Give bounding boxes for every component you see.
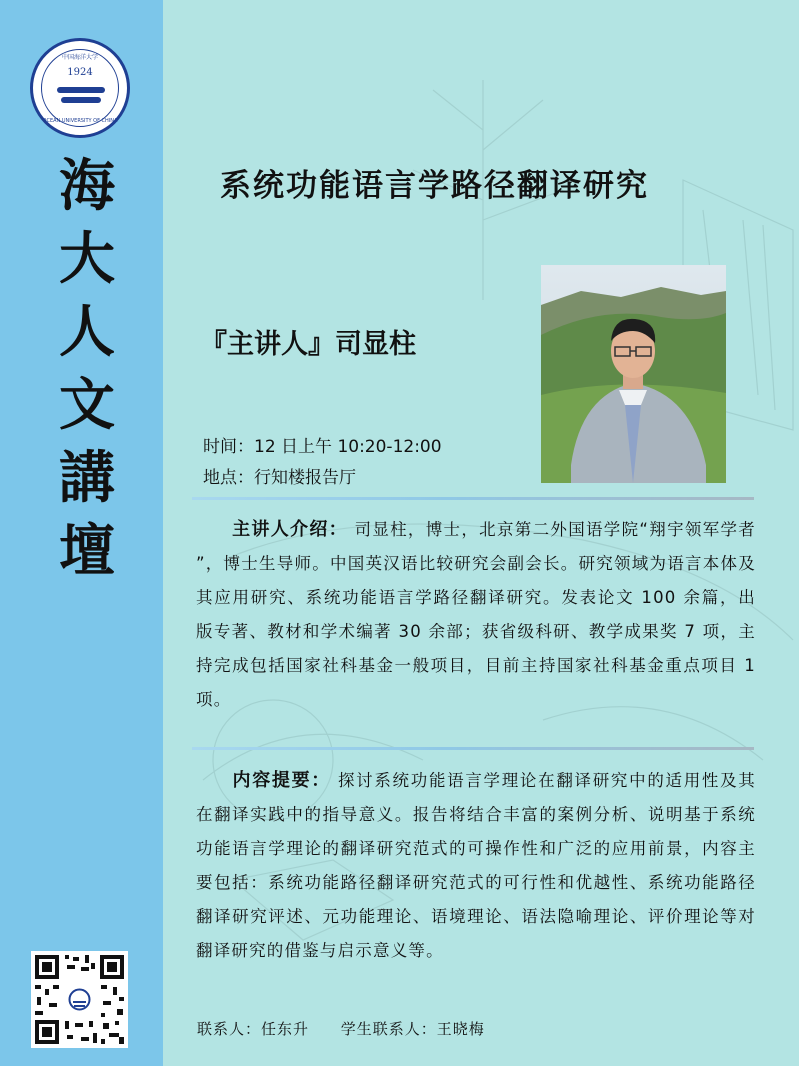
lecture-title: 系统功能语言学路径翻译研究 [220,168,649,204]
logo-arc-bottom: OCEAN UNIVERSITY OF CHINA [42,118,118,124]
university-logo [30,38,130,138]
logo-wave [61,97,101,103]
logo-arc-top: 中国海洋大学 [61,54,98,61]
divider [192,747,754,750]
vertical-title-char: 大 [59,226,115,292]
vertical-title [52,150,122,588]
vertical-title-char: 文 [59,372,115,438]
student-contact-person: 学生联系人：王晓梅 [340,1020,485,1038]
speaker-photo [541,265,726,483]
speaker-name: 司显柱 [335,329,416,360]
speaker-label: 『主讲人』 [200,329,335,360]
contact-row [197,1018,511,1039]
place-value: 行知楼报告厅 [254,468,356,488]
time-label: 时间： [203,437,254,457]
sidebar [0,0,163,1066]
abstract-label: 内容提要： [232,770,331,791]
bio-text: 司显柱，博士，北京第二外国语学院“翔宇领军学者 ”，博士生导师。中国英汉语比较研究会副会长。研究领域为语言本体及其应用研究、系统功能语言学路径翻译研究。发表论文 100 余篇，出版专著、教材和学术编著 30 余部；获省级科研、教学成果奖 7 项，主持完成包括国家社科基金一般项目，目前主持国家社科基金重点项目 1 项。 [196,520,757,709]
time-row [203,432,442,457]
qr-code-image [31,951,128,1048]
lecture-abstract [196,764,756,968]
place-label: 地点： [203,468,254,488]
contact-person: 联系人：任东升 [197,1020,310,1038]
speaker-heading [200,322,416,361]
speaker-bio [196,513,756,717]
abstract-text: 探讨系统功能语言学理论在翻译研究中的适用性及其在翻译实践中的指导意义。报告将结合丰富的案例分析、说明基于系统功能语言学理论的翻译研究范式的可操作性和广泛的应用前景，内容主要包括：系统功能路径翻译研究范式的可行性和优越性、系统功能路径翻译研究评述、元功能理论、语境理论、语法隐喻理论、评价理论等对翻译研究的借鉴与启示意义等。 [196,771,757,960]
vertical-title-char: 人 [59,299,115,365]
vertical-title-char: 講 [59,445,115,511]
vertical-title-char: 海 [59,153,115,219]
logo-wave [57,87,105,93]
logo-year: 1924 [67,67,93,78]
divider [192,497,754,500]
time-value: 12 日上午 10:20-12:00 [254,437,442,457]
place-row [203,463,356,488]
bio-label: 主讲人介绍： [232,519,348,540]
qr-code[interactable] [31,951,128,1048]
vertical-title-char: 壇 [59,518,115,584]
